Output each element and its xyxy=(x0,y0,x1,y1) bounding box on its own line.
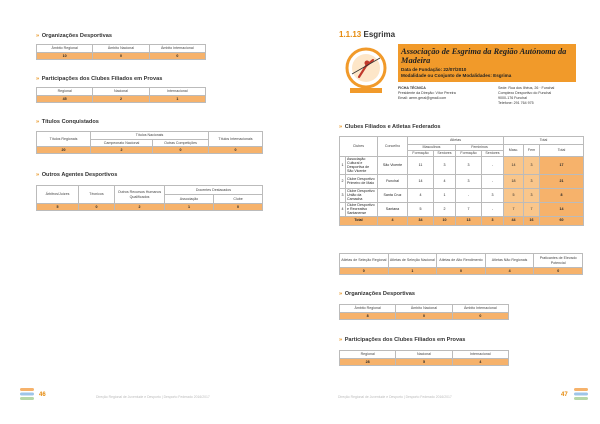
table-header: Total xyxy=(504,137,584,145)
table-header: Seniores xyxy=(434,151,456,157)
stripes-icon xyxy=(574,388,588,400)
arrow-icon: » xyxy=(36,33,40,39)
table-cell: 0 xyxy=(79,204,115,211)
table-cell: 1 xyxy=(388,268,437,275)
table-cell: 0 xyxy=(340,268,389,275)
table-row xyxy=(340,202,584,216)
titles-table xyxy=(36,131,263,154)
table-cell: 28 xyxy=(340,359,396,366)
table-cell: 8 xyxy=(340,313,396,320)
table-cell: 4 xyxy=(485,268,534,275)
section-title-agentes: » Outros Agentes Desportivos xyxy=(36,172,118,178)
association-name: Associação de Esgrima da Região Autónoma da Madeira xyxy=(401,47,567,66)
table-row xyxy=(340,174,584,188)
table-cell: Funchal xyxy=(378,174,408,188)
arrow-icon: » xyxy=(36,172,40,178)
table-cell: 8 xyxy=(540,188,584,202)
athletes-table xyxy=(339,253,583,275)
arrow-icon: » xyxy=(36,76,40,82)
table-cell: Santa Cruz xyxy=(378,188,408,202)
table-header: Âmbito Internacional xyxy=(149,45,205,53)
table-header: Âmbito Nacional xyxy=(93,45,149,53)
table-header: Atletas Não Regionais xyxy=(485,254,534,268)
total-cell: 10 xyxy=(434,216,456,225)
table-cell: 11 xyxy=(408,157,434,175)
table-cell: 1 xyxy=(149,96,205,103)
table-header: Técnicos xyxy=(79,186,115,204)
table-header: Seniores xyxy=(482,151,504,157)
table-header: Outros Recursos Humanos Qualificados xyxy=(115,186,165,204)
table-row xyxy=(340,157,584,175)
arrow-icon: » xyxy=(339,337,343,343)
table-cell: 3 xyxy=(524,157,540,175)
table-cell: 0 xyxy=(534,268,583,275)
table-header: Regional xyxy=(37,88,93,96)
table-header: Docentes Destacados xyxy=(165,186,263,195)
table-header: Clubes xyxy=(340,137,378,157)
section-title-organizacoes: » Organizações Desportivas xyxy=(36,33,112,39)
chapter-title: 1.1.13 Esgrima xyxy=(339,30,396,39)
total-cell: 44 xyxy=(504,216,524,225)
table-cell: 14 xyxy=(540,202,584,216)
table-header: Nacional xyxy=(93,88,149,96)
table-header: Atletas de Seleção Regional xyxy=(340,254,389,268)
table-header: Atletas xyxy=(408,137,504,145)
table-cell: 7 xyxy=(456,202,482,216)
total-cell: 13 xyxy=(456,216,482,225)
table-cell: 4 xyxy=(452,359,508,366)
table-cell: Clube Desportivo Primeiro de Maio xyxy=(346,174,378,188)
table-cell: 3 xyxy=(524,188,540,202)
part-table-right xyxy=(339,350,509,366)
table-cell: 0 xyxy=(93,53,149,60)
table-header: Associação xyxy=(165,195,214,204)
contact-right: Sede: Rua dos Ilhéus, 26 · Funchal Complexo Desportivo do Funchal 9000-176 Funchal Telefone: 291 764 975 xyxy=(498,86,555,105)
part-table xyxy=(36,87,206,103)
association-banner xyxy=(398,44,576,82)
arrow-icon: » xyxy=(339,291,343,297)
table-cell: 5 xyxy=(408,202,434,216)
table-cell: - xyxy=(482,157,504,175)
table-cell: 21 xyxy=(540,174,584,188)
table-cell: 2 xyxy=(91,147,153,154)
table-cell: 1 xyxy=(340,157,346,175)
table-header: Femininos xyxy=(456,145,504,151)
table-cell: 3 xyxy=(456,157,482,175)
table-cell: 5 xyxy=(396,359,452,366)
table-cell: 1 xyxy=(434,188,456,202)
table-header: Títulos Regionais xyxy=(37,132,91,147)
org-table-right xyxy=(339,304,509,320)
table-cell: 7 xyxy=(504,202,524,216)
section-title-organizacoes-right: » Organizações Desportivas xyxy=(339,291,415,297)
table-cell: 7 xyxy=(524,202,540,216)
table-cell: 4 xyxy=(340,202,346,216)
table-header: Masc. xyxy=(504,145,524,157)
table-header: Campeonato Nacional xyxy=(91,140,153,147)
table-cell: 3 xyxy=(434,157,456,175)
table-header: Âmbito Regional xyxy=(37,45,93,53)
table-cell: 17 xyxy=(540,157,584,175)
table-cell: 14 xyxy=(408,174,434,188)
table-header: Total xyxy=(540,145,584,157)
table-header: Títulos Nacionais xyxy=(91,132,209,140)
table-cell: 0 xyxy=(209,147,263,154)
table-cell: Clube Desportivo União da Camacha xyxy=(346,188,378,202)
table-header: Âmbito Nacional xyxy=(396,305,452,313)
total-cell: 60 xyxy=(540,216,584,225)
association-meta: Data de Fundação: 22/07/2010 Modalidade ou Conjunto de Modalidades: Esgrima xyxy=(401,67,512,78)
table-header: Fem xyxy=(524,145,540,157)
table-header: Outras Competições xyxy=(153,140,209,147)
table-cell: - xyxy=(482,174,504,188)
table-cell: - xyxy=(456,188,482,202)
section-title-participacoes: » Participações dos Clubes Filiados em Provas xyxy=(36,76,163,82)
clubs-table xyxy=(339,136,584,226)
table-header: Formação xyxy=(408,151,434,157)
table-cell: São Vicente xyxy=(378,157,408,175)
table-cell: 4 xyxy=(434,174,456,188)
table-cell: - xyxy=(482,202,504,216)
table-cell: Associação Cultural e Desportiva de São Vicente xyxy=(346,157,378,175)
total-cell: 4 xyxy=(378,216,408,225)
arrow-icon: » xyxy=(339,124,343,130)
table-cell: 18 xyxy=(504,174,524,188)
table-header: Atletas de Seleção Nacional xyxy=(388,254,437,268)
table-cell: 0 xyxy=(396,313,452,320)
table-cell: 3 xyxy=(482,188,504,202)
agents-table xyxy=(36,185,263,211)
table-header: Regional xyxy=(340,351,396,359)
table-cell: Clube Desportivo e Recreativo Santanense xyxy=(346,202,378,216)
table-row xyxy=(340,188,584,202)
association-logo-icon xyxy=(340,44,392,96)
table-cell: 0 xyxy=(153,147,209,154)
table-header: Masculinos xyxy=(408,145,456,151)
table-cell: 1 xyxy=(165,204,214,211)
org-table xyxy=(36,44,206,60)
table-cell: 20 xyxy=(37,147,91,154)
total-label: Total xyxy=(340,216,378,225)
table-cell: 2 xyxy=(115,204,165,211)
table-cell: 5 xyxy=(37,204,79,211)
stripes-icon xyxy=(20,388,34,400)
table-header: Praticantes de Elevado Potencial xyxy=(534,254,583,268)
table-header: Títulos Internacionais xyxy=(209,132,263,147)
table-cell: 45 xyxy=(37,96,93,103)
table-cell: 2 xyxy=(340,174,346,188)
section-title-clubes: » Clubes Filiados e Atletas Federados xyxy=(339,124,441,130)
table-cell: 0 xyxy=(452,313,508,320)
table-header: Clube xyxy=(214,195,263,204)
total-cell: 16 xyxy=(524,216,540,225)
table-header: Nacional xyxy=(396,351,452,359)
table-header: Internacional xyxy=(452,351,508,359)
arrow-icon: » xyxy=(36,119,40,125)
table-cell: 4 xyxy=(408,188,434,202)
table-header: Âmbito Internacional xyxy=(452,305,508,313)
table-cell: 5 xyxy=(504,188,524,202)
table-header: Concelho xyxy=(378,137,408,157)
table-cell: Santana xyxy=(378,202,408,216)
footer-text-right: Direção Regional de Juventude e Desporto | Desporto Federado 2016/2017 xyxy=(338,395,452,399)
table-cell: 3 xyxy=(456,174,482,188)
table-cell: 2 xyxy=(434,202,456,216)
table-cell: 3 xyxy=(524,174,540,188)
table-header: Formação xyxy=(456,151,482,157)
table-header: Âmbito Regional xyxy=(340,305,396,313)
table-header: Atletas de Alto Rendimento xyxy=(437,254,486,268)
total-cell: 3 xyxy=(482,216,504,225)
footer-text: Direção Regional de Juventude e Desporto | Desporto Federado 2016/2017 xyxy=(96,395,210,399)
page-number: 46 xyxy=(39,392,46,398)
table-cell: 10 xyxy=(37,53,93,60)
section-title-participacoes-right: » Participações dos Clubes Filiados em Provas xyxy=(339,337,466,343)
page-number-right: 47 xyxy=(561,392,568,398)
table-header: Internacional xyxy=(149,88,205,96)
table-cell: 14 xyxy=(504,157,524,175)
contact-left: FICHA TÉCNICA Presidente da Direção: Vítor Pereira Email: aerm.geral@gmail.com xyxy=(398,86,456,100)
table-cell: 0 xyxy=(214,204,263,211)
total-cell: 34 xyxy=(408,216,434,225)
table-cell: 0 xyxy=(437,268,486,275)
table-header: Árbitros/Juízes xyxy=(37,186,79,204)
table-cell: 2 xyxy=(93,96,149,103)
table-cell: 3 xyxy=(340,188,346,202)
section-title-titulos: » Títulos Conquistados xyxy=(36,119,99,125)
table-cell: 0 xyxy=(149,53,205,60)
